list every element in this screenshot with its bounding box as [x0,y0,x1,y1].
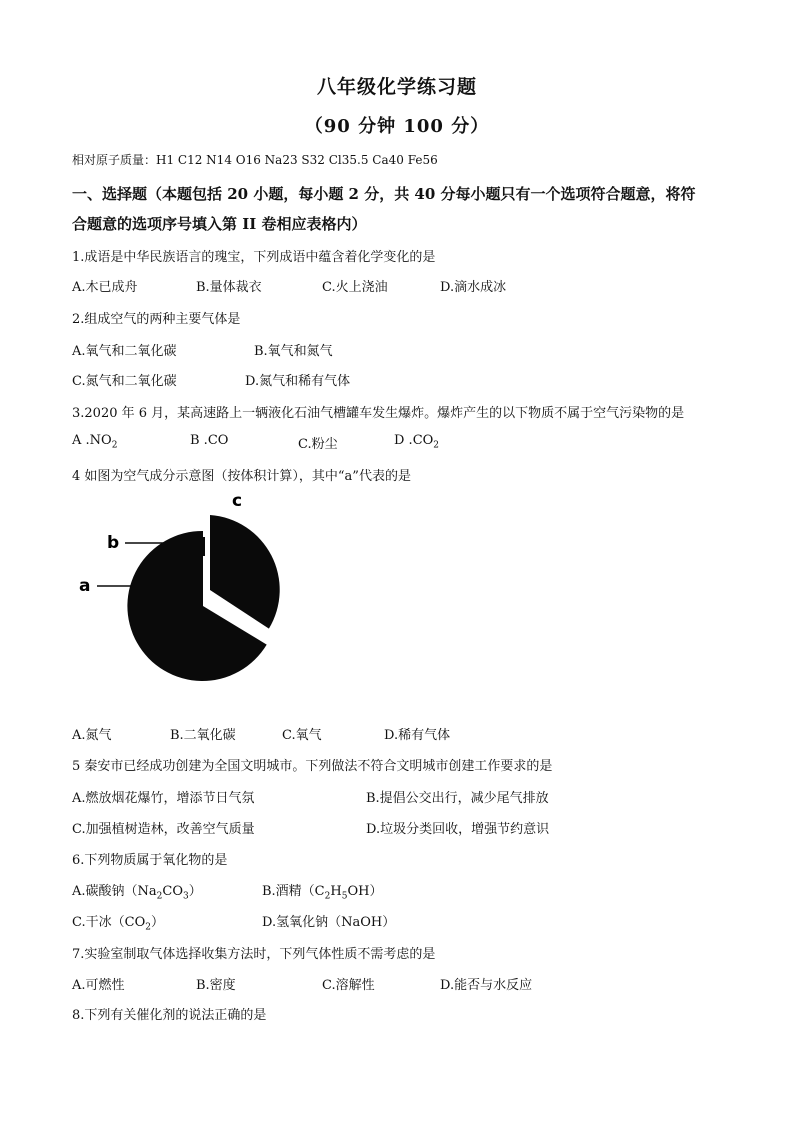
question-3-option-d: D $.CO_2$ [394,433,440,451]
question-4-option-d: D.稀有气体 [384,728,451,743]
question-2-option-a: A.氧气和二氧化碳 [72,344,177,359]
question-4-option-a: A.氮气 [72,728,112,743]
question-3-option-c: C.粉尘 [298,437,338,452]
question-5-stem: 5 秦安市已经成功创建为全国文明城市。下列做法不符合文明城市创建工作要求的是 [72,759,553,774]
question-3-option-b: B .CO [190,433,229,448]
question-6-option-b: B.酒精$(C_2H_5OH)$ [262,884,383,902]
pie-slice-c [210,515,280,629]
page-title: 八年级化学练习题 [316,76,477,98]
question-6-option-c: C.干冰$(CO_2)$ [72,915,164,933]
question-4-stem: 4 如图为空气成分示意图（按体积计算），其中“a”代表的是 [72,469,411,484]
question-7-option-b: B.密度 [196,978,236,993]
question-5-option-b: B.提倡公交出行，减少尾气排放 [366,791,549,806]
pie-label-a: a [79,576,91,596]
question-7-stem: 7.实验室制取气体选择收集方法时，下列气体性质不需考虑的是 [72,947,436,962]
question-6-option-a: A.碳酸钠$(Na_2CO_3)$ [72,884,202,902]
atomic-masses: 相对原子质量：H1 C12 N14 O16 Na23 S32 Cl35.5 Ca40 Fe56 [72,153,438,167]
question-3-option-a: A $.NO_2$ [72,433,118,451]
question-6-stem: 6.下列物质属于氧化物的是 [72,853,228,868]
question-4-option-b: B.二氧化碳 [170,728,236,743]
question-5-option-d: D.垃圾分类回收，增强节约意识 [366,822,550,837]
question-4-option-c: C.氧气 [282,728,322,743]
section-heading-line1: 一、选择题（本题包括 20 小题，每小题 2 分，共 40 分每小题只有一个选项符合题意，将符 [72,185,696,203]
question-6-option-d: D.氢氧化钠（NaOH） [262,915,396,930]
question-7-option-d: D.能否与水反应 [440,978,533,993]
question-7-option-c: C.溶解性 [322,978,375,993]
question-5-option-a: A.燃放烟花爆竹，增添节日气氛 [72,791,255,806]
section-heading-line2: 合题意的选项序号填入第 II 卷相应表格内） [72,215,367,233]
page-subtitle: （90 分钟 100 分） [304,116,490,137]
question-2-option-d: D.氮气和稀有气体 [245,374,351,389]
question-1-option-b: B.量体裁衣 [196,280,262,295]
question-1-stem: 1.成语是中华民族语言的瑰宝，下列成语中蕴含着化学变化的是 [72,250,436,265]
question-1-option-a: A.木已成舟 [72,280,138,295]
pie-label-b: b [107,533,120,553]
question-2-stem: 2.组成空气的两种主要气体是 [72,312,241,327]
pie-label-c: c [232,491,243,511]
question-2-option-c: C.氮气和二氧化碳 [72,374,177,389]
question-5-option-c: C.加强植树造林，改善空气质量 [72,822,255,837]
question-3-stem: 3.2020 年 6 月，某高速路上一辆液化石油气槽罐车发生爆炸。爆炸产生的以下物质不属于空气污染物的是 [72,406,685,421]
question-1-option-c: C.火上浇油 [322,280,388,295]
question-2-option-b: B.氧气和氮气 [254,344,333,359]
question-8-stem: 8.下列有关催化剂的说法正确的是 [72,1008,267,1023]
air-composition-pie-chart [70,490,290,710]
question-7-option-a: A.可燃性 [72,978,125,993]
question-1-option-d: D.滴水成冰 [440,280,507,295]
